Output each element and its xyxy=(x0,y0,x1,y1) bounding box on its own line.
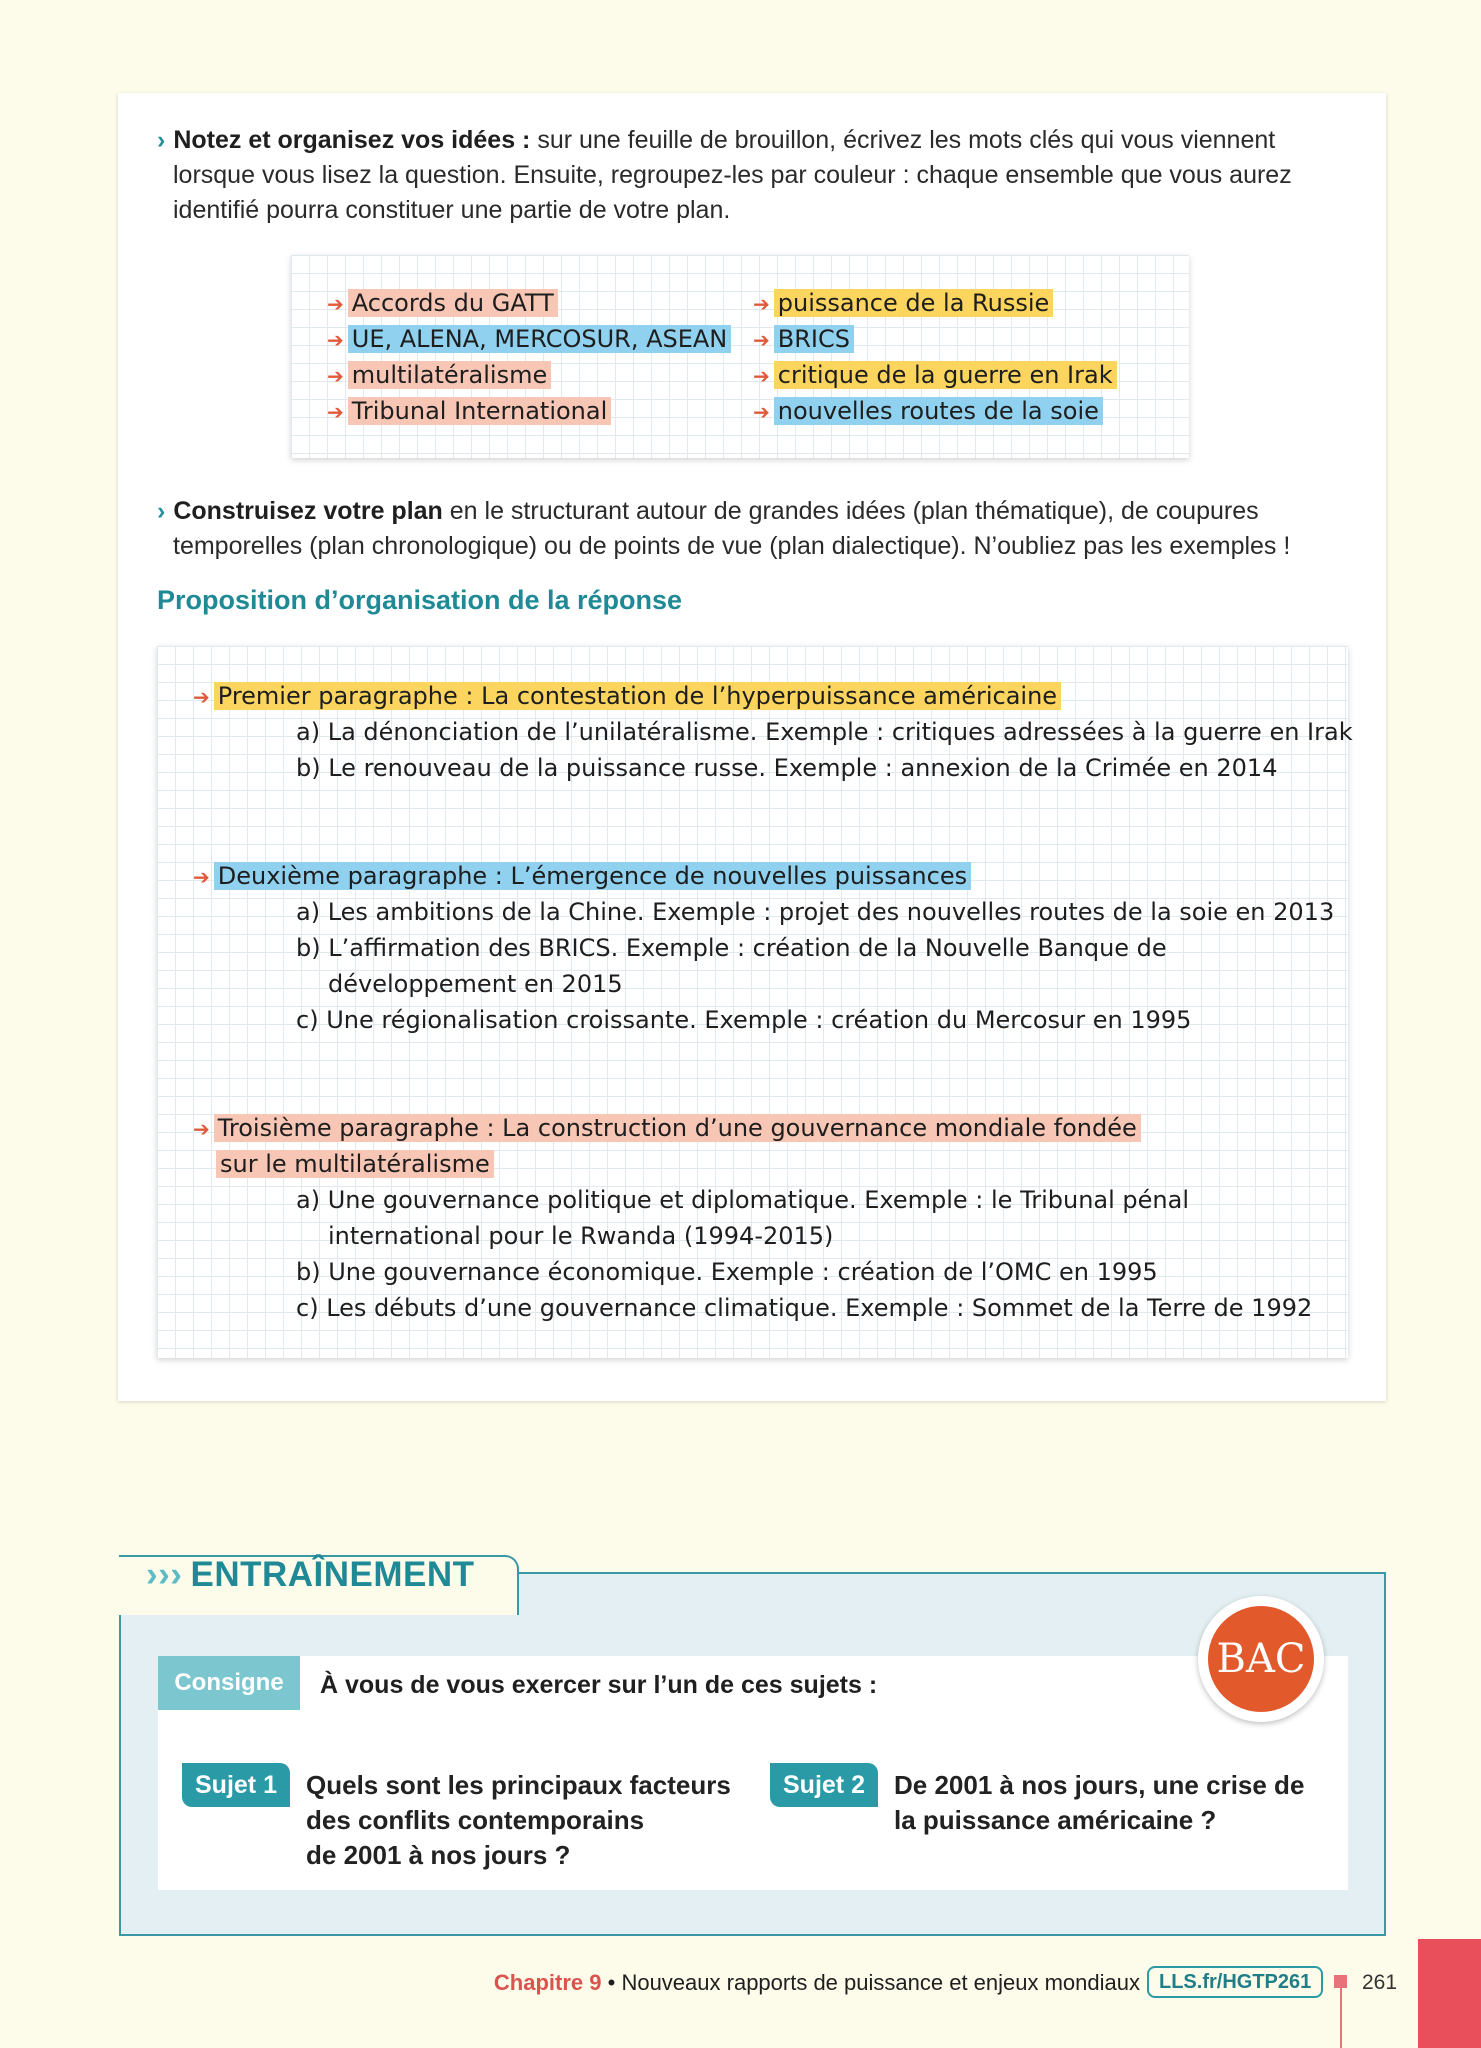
page-marker-line xyxy=(1340,1988,1342,2048)
paragraph-2-item-c: c) Une régionalisation croissante. Exemple : création du Mercosur en 1995 xyxy=(296,1006,1192,1034)
arrow-right-icon: ➔ xyxy=(327,364,344,388)
chevron-right-icon: › xyxy=(157,497,166,525)
lls-link[interactable]: LLS.fr/HGTP261 xyxy=(1147,1966,1323,1998)
page-corner-tab xyxy=(1418,1939,1481,2048)
keyword-right-2: ➔ BRICS xyxy=(753,322,854,356)
keyword-left-3: ➔ multilatéralisme xyxy=(327,358,551,392)
paragraph-1-item-a: a) La dénonciation de l’unilatéralisme. Exemple : critiques adressées à la guerre en Irak xyxy=(296,718,1353,746)
keyword-right-1: ➔ puissance de la Russie xyxy=(753,286,1053,320)
paragraph-3-item-c: c) Les débuts d’une gouvernance climatique. Exemple : Sommet de la Terre de 1992 xyxy=(296,1294,1313,1322)
note-instruction-line3: identifié pourra constituer une partie de votre plan. xyxy=(173,196,731,224)
paragraph-1-heading: ➔ Premier paragraphe : La contestation de l’hyperpuissance américaine xyxy=(193,678,1061,715)
plan-instruction-line2: temporelles (plan chronologique) ou de points de vue (plan dialectique). N’oubliez pas les exemples ! xyxy=(173,532,1291,560)
paragraph-2-item-b: b) L’affirmation des BRICS. Exemple : création de la Nouvelle Banque de xyxy=(296,934,1167,962)
sujet-2-label: Sujet 2 xyxy=(770,1763,878,1807)
keyword-left-4: ➔ Tribunal International xyxy=(327,394,611,428)
sujet-2-text: De 2001 à nos jours, une crise de la puissance américaine ? xyxy=(894,1770,1305,1835)
paragraph-3-item-a: a) Une gouvernance politique et diplomatique. Exemple : le Tribunal pénal xyxy=(296,1186,1189,1214)
arrow-right-icon: ➔ xyxy=(327,292,344,316)
paragraph-3-item-a-cont: international pour le Rwanda (1994-2015) xyxy=(328,1222,834,1250)
consigne-label: Consigne xyxy=(158,1656,300,1710)
arrow-right-icon: ➔ xyxy=(753,292,770,316)
consigne-text: À vous de vous exercer sur l’un de ces sujets : xyxy=(320,1671,878,1699)
keyword-left-2: ➔ UE, ALENA, MERCOSUR, ASEAN xyxy=(327,322,731,356)
arrow-right-icon: ➔ xyxy=(193,1117,210,1141)
arrow-right-icon: ➔ xyxy=(753,364,770,388)
paragraph-2-item-b-cont: développement en 2015 xyxy=(328,970,623,998)
note-instruction: › Notez et organisez vos idées : sur une feuille de brouillon, écrivez les mots clés qui vous viennent xyxy=(157,126,1276,154)
arrow-right-icon: ➔ xyxy=(753,328,770,352)
chevron-right-icon: › xyxy=(157,126,166,154)
paragraph-3-heading: ➔ Troisième paragraphe : La construction d’une gouvernance mondiale fondée xyxy=(193,1110,1141,1147)
footer-chapter: Chapitre 9 • Nouveaux rapports de puissance et enjeux mondiaux xyxy=(493,1970,1140,1995)
arrow-right-icon: ➔ xyxy=(327,328,344,352)
paragraph-2-heading: ➔ Deuxième paragraphe : L’émergence de nouvelles puissances xyxy=(193,858,971,895)
plan-instruction: › Construisez votre plan en le structurant autour de grandes idées (plan thématique), de coupures xyxy=(157,497,1259,525)
page-number: 261 xyxy=(1362,1971,1398,1994)
section-title: Proposition d’organisation de la réponse xyxy=(157,585,683,615)
entrainement-title: ››› ENTRAÎNEMENT xyxy=(146,1555,475,1594)
keyword-right-3: ➔ critique de la guerre en Irak xyxy=(753,358,1117,392)
paragraph-3-item-b: b) Une gouvernance économique. Exemple : création de l’OMC en 1995 xyxy=(296,1258,1158,1286)
sujet-1-label: Sujet 1 xyxy=(182,1763,290,1807)
arrow-right-icon: ➔ xyxy=(753,400,770,424)
arrow-right-icon: ➔ xyxy=(193,865,210,889)
page-marker-icon xyxy=(1334,1975,1347,1988)
sujet-1-text: Quels sont les principaux facteurs des conflits contemporains de 2001 à nos jours ? xyxy=(306,1770,731,1870)
paragraph-2-item-a: a) Les ambitions de la Chine. Exemple : projet des nouvelles routes de la soie en 2013 xyxy=(296,898,1335,926)
arrow-right-icon: ➔ xyxy=(193,685,210,709)
note-instruction-line2: lorsque vous lisez la question. Ensuite, regroupez-les par couleur : chaque ensemble que vous aurez xyxy=(173,161,1292,189)
bac-badge-label: BAC xyxy=(1205,1603,1317,1715)
arrow-right-icon: ➔ xyxy=(327,400,344,424)
keyword-left-1: ➔ Accords du GATT xyxy=(327,286,558,320)
paragraph-1-item-b: b) Le renouveau de la puissance russe. Exemple : annexion de la Crimée en 2014 xyxy=(296,754,1278,782)
paragraph-3-heading-line2: sur le multilatéralisme xyxy=(216,1146,494,1182)
keyword-right-4: ➔ nouvelles routes de la soie xyxy=(753,394,1103,428)
triple-chevron-icon: ››› xyxy=(146,1555,183,1594)
